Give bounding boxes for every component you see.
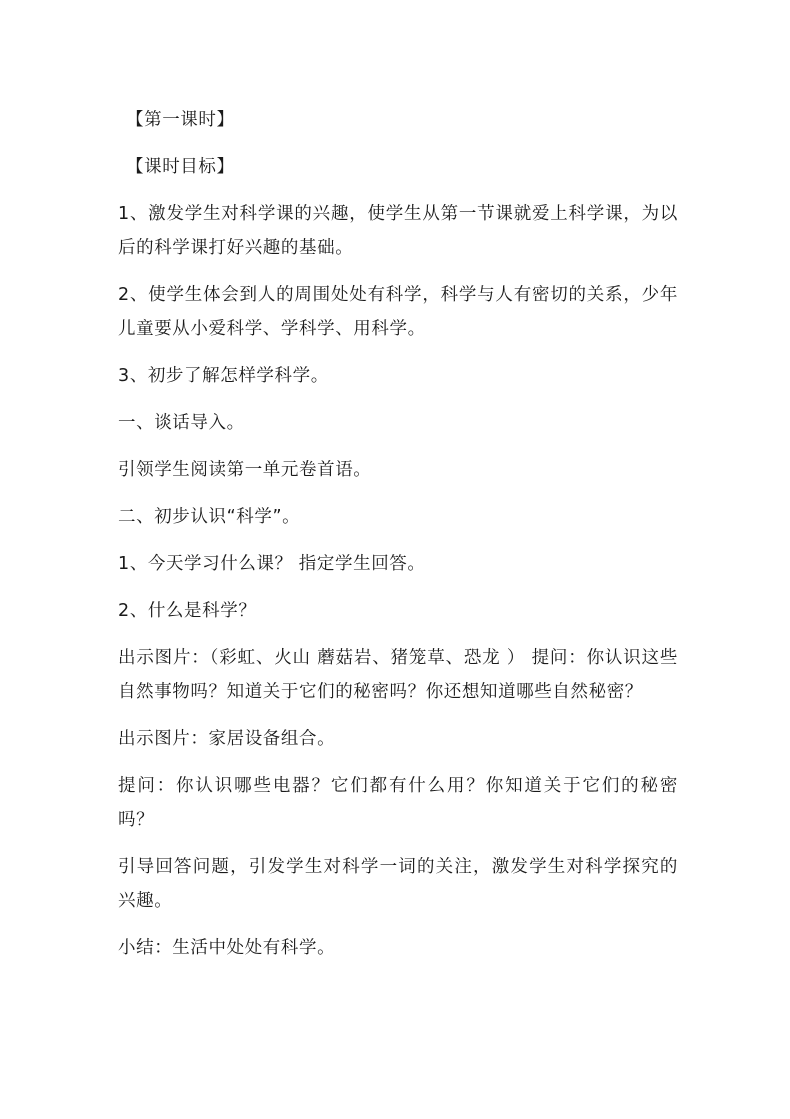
lesson-goals-heading: 【课时目标】 bbox=[126, 157, 235, 177]
question-item-2: 2、什么是科学？ bbox=[118, 601, 257, 621]
goal-item-2: 2、使学生体会到人的周围处处有科学，科学与人有密切的关系，少年儿童要从小爱科学、学科学、用科学。 bbox=[118, 285, 678, 339]
lesson-period-heading: 【第一课时】 bbox=[126, 110, 235, 130]
section-heading-2: 二、初步认识“科学”。 bbox=[118, 507, 301, 527]
goal-item-1: 1、激发学生对科学课的兴趣，使学生从第一节课就爱上科学课，为以后的科学课打好兴趣的基础。 bbox=[118, 204, 678, 258]
body-paragraph: 提问：你认识哪些电器？它们都有什么用？你知道关于它们的秘密吗？ bbox=[118, 776, 678, 830]
question-item-1: 1、今天学习什么课？ 指定学生回答。 bbox=[118, 554, 426, 574]
body-paragraph: 出示图片：（彩虹、火山 蘑菇岩、猪笼草、恐龙 ） 提问：你认识这些自然事物吗？知道关于它们的秘密吗？你还想知道哪些自然秘密？ bbox=[118, 648, 678, 702]
document-body bbox=[118, 103, 678, 978]
section-heading-1: 一、谈话导入。 bbox=[118, 413, 245, 433]
goal-item-3: 3、初步了解怎样学科学。 bbox=[118, 366, 329, 386]
body-paragraph: 引导回答问题，引发学生对科学一词的关注，激发学生对科学探究的兴趣。 bbox=[118, 857, 678, 911]
body-paragraph: 引领学生阅读第一单元卷首语。 bbox=[118, 460, 372, 480]
summary-paragraph: 小结：生活中处处有科学。 bbox=[118, 938, 336, 958]
body-paragraph: 出示图片：家居设备组合。 bbox=[118, 729, 336, 749]
